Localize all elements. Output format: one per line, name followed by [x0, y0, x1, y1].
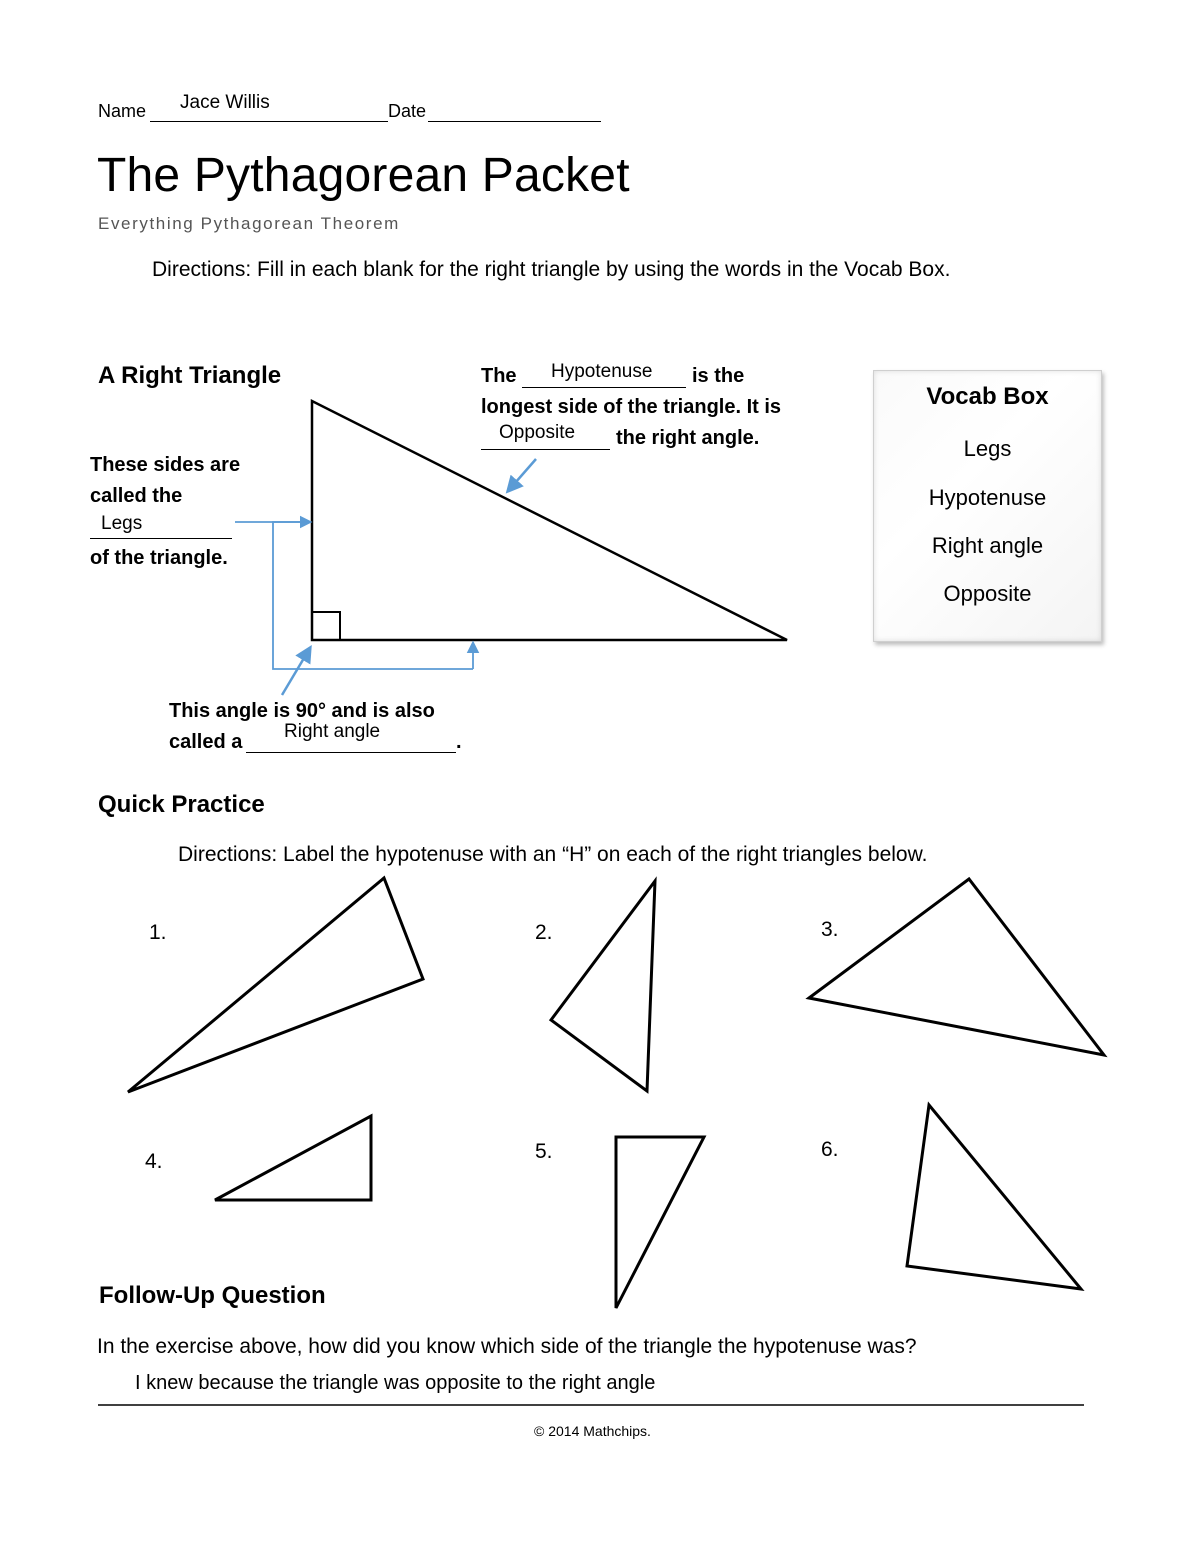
main-right-triangle	[312, 401, 787, 640]
vocab-item-right-angle: Right angle	[931, 533, 1044, 558]
legs-line2: called the	[90, 485, 183, 507]
legs-answer: Legs	[101, 513, 143, 534]
angle-line2-post: .	[456, 731, 462, 753]
practice-triangle-4	[215, 1116, 371, 1200]
quick-practice-heading: Quick Practice	[98, 791, 265, 818]
vocab-item-hypotenuse: Hypotenuse	[928, 485, 1047, 510]
hypotenuse-arrow	[508, 459, 536, 491]
hypotenuse-line2: longest side of the triangle. It is	[481, 396, 782, 418]
practice-label-6: 6.	[821, 1138, 839, 1161]
hypotenuse-line1-post: is the	[692, 365, 745, 387]
practice-triangle-1	[128, 878, 423, 1092]
directions-fill-in: Directions: Fill in each blank for the right triangle by using the words in the Vocab Box.	[152, 258, 951, 281]
practice-label-5: 5.	[535, 1140, 553, 1163]
page-subtitle: Everything Pythagorean Theorem	[98, 214, 400, 233]
vocab-item-legs: Legs	[963, 436, 1012, 461]
name-label: Name	[98, 101, 147, 121]
hypotenuse-answer: Hypotenuse	[551, 361, 653, 382]
right-triangle-heading: A Right Triangle	[98, 362, 282, 389]
right-angle-arrow	[282, 648, 310, 695]
name-value: Jace Willis	[180, 92, 270, 113]
practice-label-1: 1.	[149, 921, 167, 944]
vocab-item-opposite: Opposite	[943, 581, 1032, 606]
practice-label-4: 4.	[145, 1150, 163, 1173]
follow-up-heading: Follow-Up Question	[99, 1282, 326, 1309]
angle-line1: This angle is 90° and is also	[169, 700, 435, 722]
hypotenuse-line3-post: the right angle.	[616, 427, 760, 449]
follow-up-answer[interactable]: I knew because the triangle was opposite to the right angle	[135, 1372, 656, 1394]
angle-line2-pre: called a	[169, 731, 243, 753]
hypotenuse-line1-pre: The	[481, 365, 517, 387]
right-angle-marker	[312, 612, 340, 640]
practice-label-3: 3.	[821, 918, 839, 941]
vocab-box-title: Vocab Box	[926, 383, 1049, 410]
practice-triangle-2	[551, 881, 655, 1091]
footer-copyright: © 2014 Mathchips.	[534, 1423, 651, 1439]
legs-bracket	[273, 522, 473, 669]
follow-up-question: In the exercise above, how did you know which side of the triangle the hypotenuse was?	[97, 1335, 917, 1358]
quick-practice-directions: Directions: Label the hypotenuse with an “H” on each of the right triangles below.	[178, 843, 928, 866]
opposite-answer: Opposite	[499, 422, 576, 443]
practice-label-2: 2.	[535, 921, 553, 944]
page-title: The Pythagorean Packet	[97, 149, 630, 202]
legs-line1: These sides are	[90, 454, 241, 476]
legs-line4: of the triangle.	[90, 547, 228, 569]
practice-triangle-3	[809, 879, 1104, 1055]
right-angle-answer: Right angle	[284, 721, 381, 742]
practice-triangle-5	[616, 1137, 704, 1308]
date-label: Date	[388, 101, 427, 121]
practice-triangle-6	[907, 1105, 1081, 1289]
